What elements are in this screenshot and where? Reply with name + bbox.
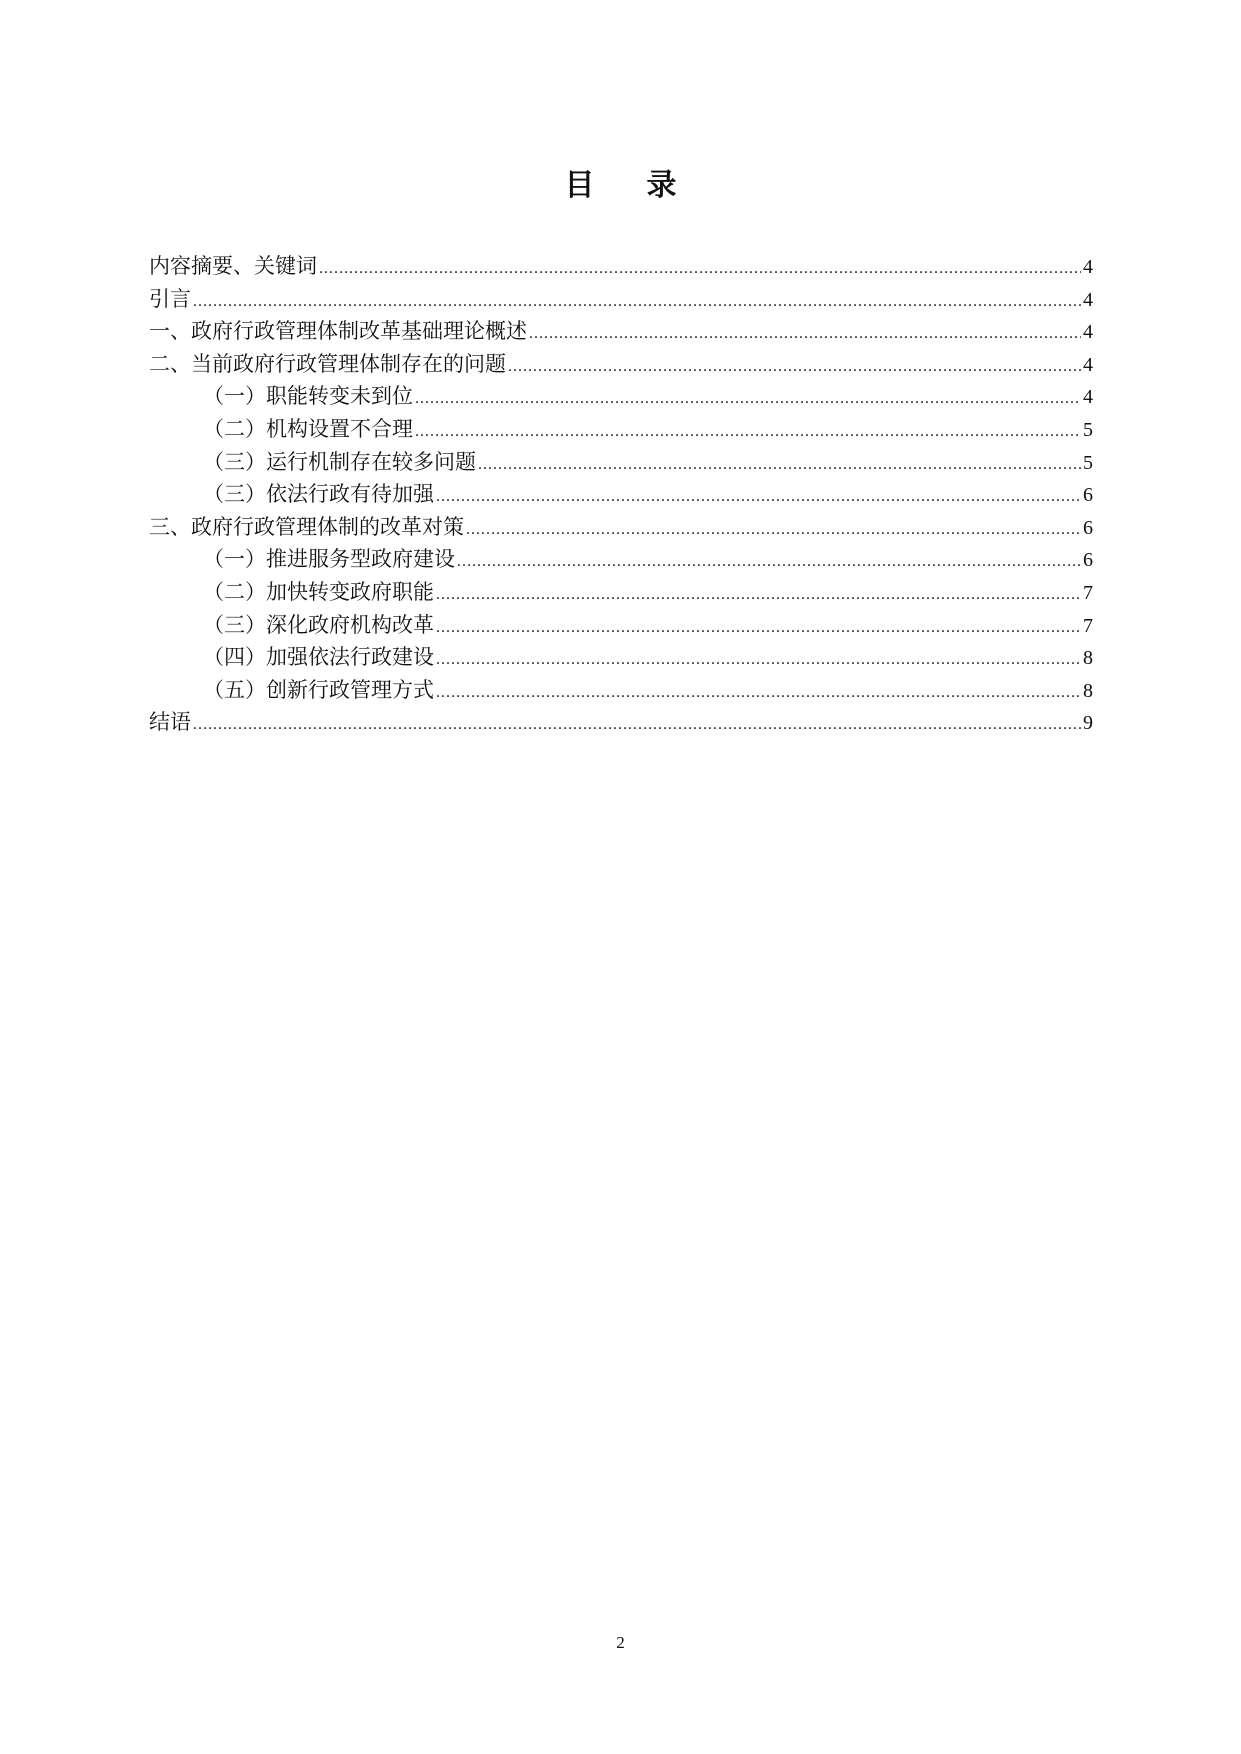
toc-leader-dots [436, 612, 1081, 645]
toc-entry-page: 7 [1083, 581, 1093, 604]
toc-entry[interactable] [149, 250, 1093, 283]
toc-entry[interactable] [149, 674, 1093, 707]
toc-leader-dots [436, 481, 1081, 514]
toc-entry[interactable] [149, 641, 1093, 674]
toc-entry[interactable] [149, 446, 1093, 479]
toc-entry-label: （二）机构设置不合理 [203, 416, 413, 441]
toc-entry-page: 7 [1083, 614, 1093, 637]
toc-entry-label: 内容摘要、关键词 [149, 254, 317, 278]
toc-entry[interactable] [149, 478, 1093, 511]
toc-leader-dots [466, 514, 1081, 547]
toc-entry-label: （一）推进服务型政府建设 [203, 547, 455, 572]
toc-entry-page: 8 [1083, 647, 1093, 670]
toc-leader-dots [436, 677, 1081, 710]
toc-entry-label: （四）加强依法行政建设 [203, 645, 434, 670]
toc-entry-label: （一）职能转变未到位 [203, 384, 413, 409]
toc-entry[interactable] [149, 543, 1093, 576]
toc-entry-label: （三）依法行政有待加强 [203, 482, 434, 507]
toc-entry-label: 一、政府行政管理体制改革基础理论概述 [149, 319, 527, 344]
toc-entry[interactable] [149, 609, 1093, 642]
toc-entry-page: 5 [1083, 451, 1093, 474]
toc-entry-page: 9 [1083, 712, 1093, 735]
page-title [0, 160, 1241, 204]
table-of-contents [149, 250, 1093, 739]
toc-leader-dots [436, 579, 1081, 612]
toc-entry-page: 6 [1083, 549, 1093, 572]
title-char-2: 录 [646, 168, 677, 203]
toc-leader-dots [415, 416, 1081, 449]
toc-entry-page: 4 [1083, 288, 1093, 311]
page-number: 2 [616, 1633, 625, 1652]
toc-entry-page: 6 [1083, 484, 1093, 507]
toc-entry[interactable] [149, 315, 1093, 348]
toc-leader-dots [529, 318, 1081, 351]
toc-entry[interactable] [149, 706, 1093, 739]
toc-entry[interactable] [149, 413, 1093, 446]
toc-entry-label: （三）深化政府机构改革 [203, 612, 434, 637]
toc-entry-label: 二、当前政府行政管理体制存在的问题 [149, 351, 506, 376]
title-char-1: 目 [564, 168, 595, 203]
toc-entry[interactable] [149, 380, 1093, 413]
toc-entry-page: 5 [1083, 418, 1093, 441]
toc-entry[interactable] [149, 283, 1093, 316]
toc-entry[interactable] [149, 576, 1093, 609]
toc-entry-page: 4 [1083, 386, 1093, 409]
toc-entry[interactable] [149, 511, 1093, 544]
toc-entry-label: 三、政府行政管理体制的改革对策 [149, 514, 464, 539]
toc-leader-dots [415, 383, 1081, 416]
toc-entry-label: 引言 [149, 286, 191, 311]
toc-leader-dots [457, 546, 1081, 579]
toc-entry-page: 4 [1083, 321, 1093, 344]
toc-entry-page: 6 [1083, 516, 1093, 539]
toc-leader-dots [319, 253, 1081, 286]
toc-entry-page: 4 [1083, 256, 1093, 278]
toc-leader-dots [478, 449, 1081, 482]
toc-entry[interactable] [149, 348, 1093, 381]
toc-leader-dots [193, 709, 1081, 742]
toc-leader-dots [508, 351, 1081, 384]
toc-entry-label: （五）创新行政管理方式 [203, 677, 434, 702]
toc-entry-label: （二）加快转变政府职能 [203, 579, 434, 604]
toc-entry-label: （三）运行机制存在较多问题 [203, 449, 476, 474]
toc-entry-label: 结语 [149, 710, 191, 735]
toc-entry-page: 8 [1083, 679, 1093, 702]
toc-leader-dots [436, 644, 1081, 677]
toc-leader-dots [193, 286, 1081, 319]
toc-entry-page: 4 [1083, 353, 1093, 376]
